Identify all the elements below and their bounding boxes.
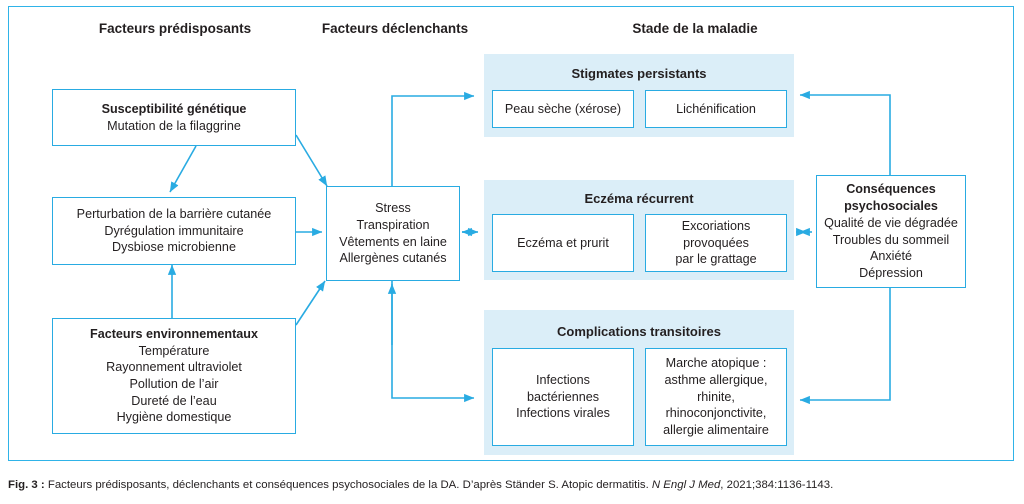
box-marche-atopique-line-2: asthme allergique, xyxy=(664,372,768,387)
box-environmental-factors xyxy=(52,318,296,434)
box-consequences-line-2: Troubles du sommeil xyxy=(832,232,950,247)
box-barrier-disruption xyxy=(52,197,296,265)
box-marche-atopique-line-1: Marche atopique : xyxy=(665,356,767,371)
box-infections-line-1: Infections xyxy=(536,372,590,387)
box-barrier-line-1: Perturbation de la barrière cutanée xyxy=(76,206,272,221)
box-marche-atopique-line-4: rhinoconjonctivite, xyxy=(665,406,767,421)
box-consequences-line-1: Qualité de vie dégradée xyxy=(824,215,958,230)
figure-caption xyxy=(8,478,1018,493)
box-consequences-line-4: Dépression xyxy=(859,265,923,280)
box-environment-line-2: Rayonnement ultraviolet xyxy=(106,360,242,375)
caption-text: Facteurs prédisposants, déclenchants et conséquences psychosociales de la DA. D’après Ständer S. Atopic dermatitis. xyxy=(44,479,652,491)
box-marche-atopique xyxy=(645,348,787,446)
box-triggers-line-3: Vêtements en laine xyxy=(339,234,447,249)
caption-label: Fig. 3 : xyxy=(8,479,45,491)
box-marche-atopique-line-5: allergie alimentaire xyxy=(663,423,769,438)
box-environment-line-4: Dureté de l’eau xyxy=(131,393,217,408)
caption-journal: N Engl J Med xyxy=(651,479,721,491)
box-excoriations-line-3: par le grattage xyxy=(675,252,757,267)
panel-title-stigmates: Stigmates persistants xyxy=(571,66,707,81)
box-excoriations-line-1: Excoriations xyxy=(681,218,751,233)
box-barrier-line-3: Dysbiose microbienne xyxy=(112,240,236,255)
panel-title-complications: Complications transitoires xyxy=(557,324,721,339)
caption-reference: , 2021;384:1136-1143. xyxy=(720,479,834,491)
box-eczema-prurit-line-1: Eczéma et prurit xyxy=(517,235,609,250)
box-environment-title: Facteurs environnementaux xyxy=(90,326,258,341)
box-consequences-title: Conséquences xyxy=(846,182,936,197)
box-lichenification-line-1: Lichénification xyxy=(676,101,756,116)
panel-title-eczema: Eczéma récurrent xyxy=(584,191,694,206)
box-genetic-line-1: Mutation de la filaggrine xyxy=(107,118,241,133)
box-triggers-line-2: Transpiration xyxy=(356,217,430,232)
box-marche-atopique-line-3: rhinite, xyxy=(697,389,735,404)
box-infections-line-3: Infections virales xyxy=(516,406,610,421)
box-psychosocial-consequences xyxy=(816,175,966,288)
box-infections xyxy=(492,348,634,446)
box-triggers-line-4: Allergènes cutanés xyxy=(339,251,447,266)
box-peau-seche-line-1: Peau sèche (xérose) xyxy=(504,101,622,116)
box-infections-line-2: bactériennes xyxy=(526,389,600,404)
box-triggers-line-1: Stress xyxy=(375,201,411,216)
box-excoriations-line-2: provoquées xyxy=(683,235,749,250)
box-peau-seche xyxy=(492,90,634,128)
box-triggers xyxy=(326,186,460,281)
box-consequences-line-3: Anxiété xyxy=(869,249,912,264)
box-genetic-susceptibility xyxy=(52,89,296,146)
box-barrier-line-2: Dyrégulation immunitaire xyxy=(104,223,244,238)
column-heading-predisposing: Facteurs prédisposants xyxy=(98,21,252,36)
box-eczema-prurit xyxy=(492,214,634,272)
box-genetic-title: Susceptibilité génétique xyxy=(101,101,247,116)
box-environment-line-5: Hygiène domestique xyxy=(116,410,232,425)
column-heading-triggers: Facteurs déclenchants xyxy=(321,21,469,36)
box-environment-line-1: Température xyxy=(138,343,210,358)
box-environment-line-3: Pollution de l’air xyxy=(129,377,219,391)
box-lichenification xyxy=(645,90,787,128)
box-consequences-title2: psychosociales xyxy=(844,199,938,214)
box-excoriations xyxy=(645,214,787,272)
column-heading-disease-stage: Stade de la maladie xyxy=(632,21,758,36)
